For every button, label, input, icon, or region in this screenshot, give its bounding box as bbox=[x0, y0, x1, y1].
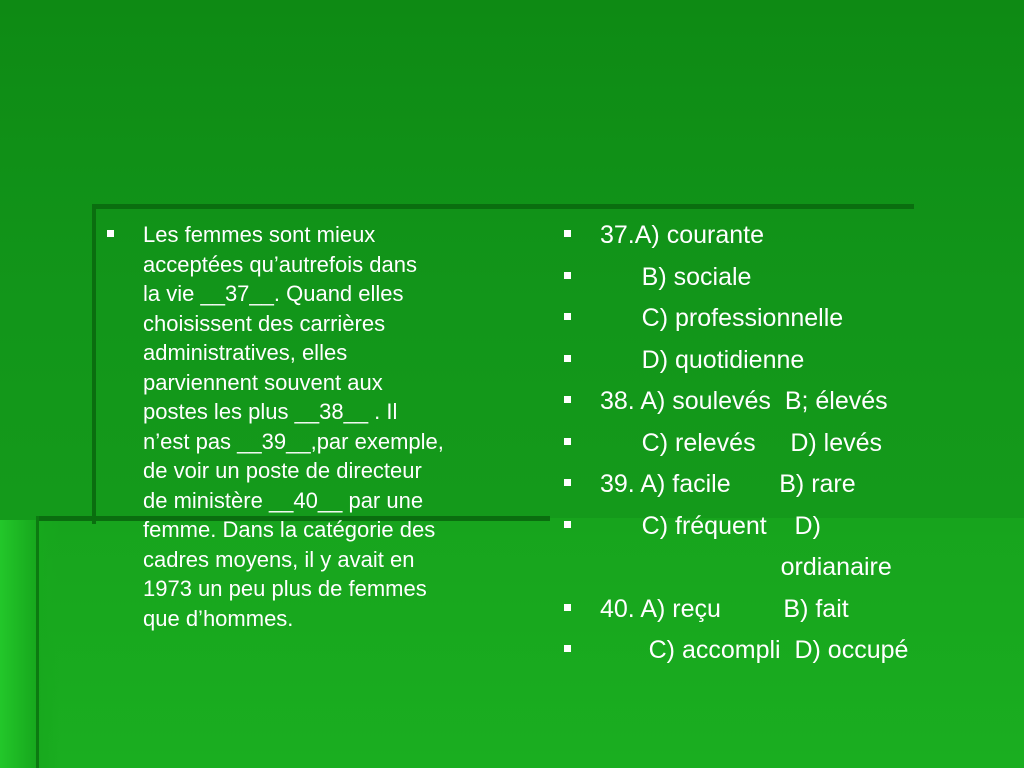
answer-item bbox=[556, 633, 1016, 675]
answer-text: C) relevés D) levés bbox=[600, 428, 883, 457]
answer-item bbox=[556, 343, 1016, 385]
square-bullet-icon bbox=[564, 645, 571, 652]
passage-line: cadres moyens, il y avait en bbox=[143, 546, 415, 572]
background-left-glow bbox=[0, 520, 60, 768]
passage-line: postes les plus __38__ . Il bbox=[143, 399, 398, 424]
passage-column bbox=[100, 220, 540, 633]
square-bullet-icon bbox=[564, 521, 571, 528]
answer-text: 38. A) soulevés B; élevés bbox=[600, 387, 888, 415]
answer-item bbox=[556, 426, 1016, 468]
passage-line: que d’hommes. bbox=[143, 605, 294, 631]
answer-text: D) quotidienne bbox=[600, 345, 805, 374]
answer-item-continuation bbox=[556, 550, 1016, 592]
answer-item bbox=[556, 509, 1016, 551]
square-bullet-icon bbox=[564, 272, 571, 279]
divider-left bbox=[92, 204, 96, 524]
answer-item bbox=[556, 384, 1016, 426]
passage-line: la vie __37__. Quand elles bbox=[143, 281, 404, 306]
square-bullet-icon bbox=[564, 355, 571, 362]
square-bullet-icon bbox=[564, 479, 571, 486]
square-bullet-icon bbox=[564, 230, 571, 237]
answer-item bbox=[556, 218, 1016, 260]
passage-line: n’est pas __39__,par exemple, bbox=[143, 428, 444, 454]
passage-line: administratives, elles bbox=[143, 340, 348, 365]
answer-text: B) sociale bbox=[600, 262, 752, 291]
answer-text: 39. A) facile B) rare bbox=[600, 470, 856, 498]
square-bullet-icon bbox=[564, 604, 571, 611]
answer-item bbox=[556, 301, 1016, 343]
answers-column bbox=[556, 218, 1016, 675]
passage-line: femme. Dans la catégorie des bbox=[143, 517, 436, 542]
divider-top bbox=[96, 204, 914, 209]
passage-line: de ministère __40__ par une bbox=[143, 487, 424, 513]
passage-line: parviennent souvent aux bbox=[143, 369, 383, 395]
square-bullet-icon bbox=[564, 313, 571, 320]
answer-text: ordianaire bbox=[600, 553, 892, 581]
bullet-spacer bbox=[564, 562, 571, 569]
divider-lower-left bbox=[36, 516, 39, 768]
passage-line: acceptées qu’autrefois dans bbox=[143, 251, 417, 277]
answer-list bbox=[556, 218, 1016, 675]
passage-line: choisissent des carrières bbox=[143, 310, 386, 336]
answer-item bbox=[556, 592, 1016, 634]
answer-text: 40. A) reçu B) fait bbox=[600, 594, 849, 623]
answer-item bbox=[556, 260, 1016, 302]
answer-text: C) professionnelle bbox=[600, 304, 844, 332]
answer-text: C) fréquent D) bbox=[600, 511, 821, 540]
square-bullet-icon bbox=[107, 230, 114, 237]
square-bullet-icon bbox=[564, 396, 571, 403]
answer-text: 37.A) courante bbox=[600, 221, 764, 249]
passage-line: de voir un poste de directeur bbox=[143, 458, 422, 483]
passage-text bbox=[143, 220, 535, 633]
answer-text: C) accompli D) occupé bbox=[600, 636, 909, 664]
passage-item bbox=[100, 220, 540, 633]
passage-line: 1973 un peu plus de femmes bbox=[143, 576, 427, 601]
answer-item bbox=[556, 467, 1016, 509]
passage-line: Les femmes sont mieux bbox=[143, 222, 376, 247]
square-bullet-icon bbox=[564, 438, 571, 445]
